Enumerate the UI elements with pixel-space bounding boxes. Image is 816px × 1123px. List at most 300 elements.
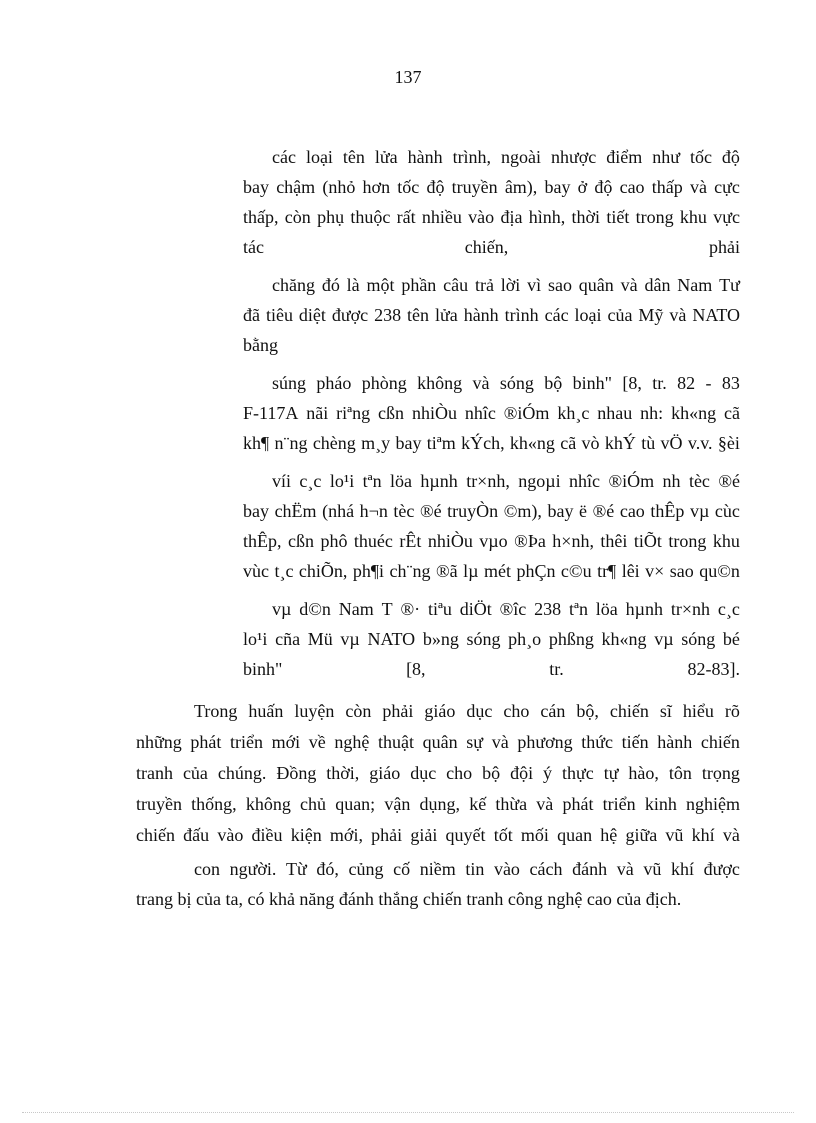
word: vực (713, 207, 740, 227)
word: vµ (689, 501, 710, 521)
word: tiến (621, 732, 649, 752)
word: tªn (362, 471, 382, 491)
word: binh" (572, 373, 613, 393)
quote-line: bằng (243, 335, 278, 355)
body-line (136, 824, 740, 846)
word: nghệ (334, 732, 370, 752)
quote-line (243, 402, 740, 424)
word: lo¹i (243, 629, 268, 649)
word: phải (371, 825, 403, 845)
word: thời, (326, 763, 360, 783)
word: ngoài (501, 147, 542, 167)
word: thuéc (353, 531, 393, 551)
word: cách (529, 859, 563, 879)
word: kế (469, 794, 487, 814)
word: NATO (692, 305, 740, 325)
word: bé (722, 629, 740, 649)
word: nhîc (569, 471, 601, 491)
word: địa (500, 207, 523, 227)
word: thấp, (243, 207, 279, 227)
word: Tư (719, 275, 740, 295)
word: c©u (560, 561, 592, 581)
word: chèng (312, 433, 356, 453)
word: như (652, 147, 680, 167)
quote-line (243, 206, 740, 228)
quote-line (243, 628, 740, 650)
word: độ (426, 177, 445, 197)
word: 82-83]. (687, 659, 740, 679)
word: phát (562, 794, 594, 814)
word: hiểu (682, 701, 714, 721)
word: 82 (677, 373, 696, 393)
word: 83 (721, 373, 740, 393)
word: nhiÒu (411, 403, 457, 423)
body-line (194, 700, 740, 722)
word: truyÒn (447, 501, 499, 521)
word: phải (382, 701, 414, 721)
word: trình, (452, 147, 492, 167)
word: đó (321, 275, 340, 295)
word: ®Þa (514, 531, 546, 551)
word: rất (396, 207, 416, 227)
word: phải (709, 237, 740, 257)
word: đó, (316, 859, 339, 879)
word: vì (527, 275, 542, 295)
word: nhiÒu (427, 531, 473, 551)
word: giữa (625, 825, 658, 845)
word: thực (562, 763, 594, 783)
quote-line (243, 176, 740, 198)
word: lêi (621, 561, 640, 581)
word: Nam (338, 599, 374, 619)
word: khí (670, 859, 694, 879)
word: không (417, 373, 463, 393)
word: tên (342, 147, 365, 167)
word: phô (320, 531, 348, 551)
word: m¸y (361, 433, 391, 453)
word: của (607, 305, 633, 325)
word: triển (230, 732, 264, 752)
word: §èi (717, 433, 740, 453)
word: ngoµi (518, 471, 561, 491)
word: và (491, 732, 509, 752)
word: lo¹i (329, 471, 355, 491)
word: nghiệm (686, 794, 740, 814)
word: sóng (466, 629, 501, 649)
word: giải (410, 825, 438, 845)
word: h¬n (359, 501, 388, 521)
body-line: trang bị của ta, có khả năng đánh thắng chiến tranh công nghệ cao của địch. (136, 889, 682, 909)
quote-line (272, 470, 740, 492)
word: trong (635, 207, 674, 227)
word: câu (443, 275, 469, 295)
word: tên (407, 305, 430, 325)
word: binh" (243, 659, 283, 679)
word: tiªu (427, 599, 452, 619)
word: cực (714, 177, 740, 197)
word: ®· (400, 599, 421, 619)
word: pháo (316, 373, 352, 393)
word: tiết (606, 207, 630, 227)
word: cã (723, 403, 740, 423)
word: NATO (367, 629, 416, 649)
word: lửa (434, 305, 458, 325)
word: loại (574, 305, 602, 325)
word: n¨ng (274, 433, 308, 453)
word: chiến (700, 732, 740, 752)
word: hµnh (625, 599, 664, 619)
word: kÝch, (461, 433, 505, 453)
quote-line (243, 500, 740, 522)
word: kh¸c (557, 403, 590, 423)
body-line (136, 762, 740, 784)
word: vào (493, 859, 520, 879)
word: truyền (136, 794, 182, 814)
word: đánh (572, 859, 608, 879)
word: con (194, 859, 220, 879)
word: hành (657, 732, 693, 752)
word: tiÕt (633, 531, 662, 551)
word: khÝ (604, 433, 636, 453)
body-line (194, 858, 740, 880)
word: bộ (482, 763, 501, 783)
word: huấn (248, 701, 284, 721)
word: ph¶i (352, 561, 385, 581)
word: chiến, (464, 237, 509, 257)
word: tù (641, 433, 656, 453)
word: tr¶ (597, 561, 617, 581)
word: ở (577, 177, 588, 197)
word: súng (272, 373, 307, 393)
word: quan; (335, 794, 376, 814)
quote-line (272, 146, 740, 168)
word: một (366, 275, 395, 295)
word: âm), (504, 177, 538, 197)
word: được (703, 859, 740, 879)
word: thêi (600, 531, 628, 551)
word: độ (594, 177, 613, 197)
word: dân (644, 275, 671, 295)
word: và (722, 825, 740, 845)
word: bộ, (576, 701, 599, 721)
word: bay (243, 177, 269, 197)
word: loại (305, 147, 333, 167)
word: (nhá (322, 501, 355, 521)
word: b»ng (422, 629, 459, 649)
word: và (669, 305, 687, 325)
page-bottom-divider (22, 1112, 794, 1113)
word: vÖ (660, 433, 683, 453)
word: điểm (606, 147, 643, 167)
word: của (182, 763, 208, 783)
word: cán (540, 701, 566, 721)
word: bay (547, 501, 574, 521)
quote-line (243, 432, 740, 454)
word: và (472, 373, 490, 393)
word: [8, (622, 373, 642, 393)
word: phÇn (516, 561, 556, 581)
word: tôn (668, 763, 692, 783)
word: sóng (681, 629, 716, 649)
word: về (308, 732, 326, 752)
word: vận (384, 794, 411, 814)
word: lời (500, 275, 521, 295)
word: hào, (628, 763, 659, 783)
word: vũ (643, 859, 662, 879)
word: còn (284, 207, 311, 227)
word: mới, (329, 825, 363, 845)
word: và (616, 859, 634, 879)
word: thấp (651, 177, 683, 197)
quote-line (272, 372, 740, 394)
word: trọng (701, 763, 740, 783)
word: ®iÓm (608, 471, 655, 491)
word: Mỹ (638, 305, 664, 325)
word: bay (544, 177, 571, 197)
word: triển (602, 794, 636, 814)
word: quân (422, 732, 458, 752)
word: t¸c (274, 561, 294, 581)
word: đấu (183, 825, 210, 845)
word: tác (243, 237, 264, 257)
word: ch¨ng (389, 561, 431, 581)
word: luyện (294, 701, 335, 721)
word: lửa (374, 147, 398, 167)
word: tèc (688, 471, 710, 491)
word: giáo (369, 763, 401, 783)
word: tự (603, 763, 619, 783)
word: ©m), (503, 501, 542, 521)
word: nhîc (464, 403, 496, 423)
quote-line (243, 304, 740, 326)
word: bộ (544, 373, 563, 393)
word: qu©n (699, 561, 740, 581)
word: được (331, 305, 369, 325)
word: và (536, 794, 554, 814)
word: tranh (136, 763, 173, 783)
word: vũ (665, 825, 684, 845)
word: chËm (274, 501, 317, 521)
word: Từ (286, 859, 307, 879)
word: sự (466, 732, 484, 752)
word: phòng (361, 373, 407, 393)
word: sóng (499, 373, 534, 393)
word: đã (243, 305, 260, 325)
word: - (705, 373, 712, 393)
word: sao (547, 275, 572, 295)
word: các (544, 305, 569, 325)
word: mét (483, 561, 511, 581)
word: cßn (378, 403, 405, 423)
word: bay (395, 433, 422, 453)
word: 238 (534, 599, 562, 619)
word: F-117A (243, 403, 299, 423)
word: tr×nh, (466, 471, 510, 491)
word: cùc (714, 501, 740, 521)
word: phần (401, 275, 437, 295)
quote-line (243, 658, 740, 680)
word: phương (517, 732, 573, 752)
word: cao (619, 177, 645, 197)
word: nhiều (421, 207, 462, 227)
word: tiêu (265, 305, 293, 325)
word: thuật (378, 732, 415, 752)
word: thống, (191, 794, 237, 814)
word: ®é (718, 471, 740, 491)
word: v.v. (687, 433, 713, 453)
word: v× (645, 561, 665, 581)
word: tin (465, 859, 485, 879)
word: tiªm (426, 433, 456, 453)
word: kiện (290, 825, 322, 845)
word: chậm (276, 177, 316, 197)
word: ®ã (435, 561, 458, 581)
word: löa (595, 599, 618, 619)
word: ë (579, 501, 588, 521)
word: vào (217, 825, 244, 845)
word: giáo (424, 701, 456, 721)
word: kh«ng (509, 433, 555, 453)
word: thÊp (650, 501, 685, 521)
word: cho (503, 701, 530, 721)
word: và (689, 177, 707, 197)
word: T (381, 599, 393, 619)
word: nh (662, 471, 681, 491)
word: chủ (300, 794, 327, 814)
word: ®iÓm (503, 403, 550, 423)
word: rõ (724, 701, 740, 721)
word: tr. (549, 659, 564, 679)
word: nhau (597, 403, 633, 423)
word: đội (510, 763, 534, 783)
word: ®é (419, 501, 442, 521)
word: tốt (493, 825, 513, 845)
word: kinh (644, 794, 677, 814)
word: hành (463, 305, 499, 325)
word: víi (272, 471, 292, 491)
word: mới (271, 732, 301, 752)
word: tốc (689, 147, 712, 167)
word: hệ (600, 825, 618, 845)
body-line (136, 793, 740, 815)
word: phßng (548, 629, 594, 649)
word: ®îc (499, 599, 527, 619)
word: cho (446, 763, 473, 783)
word: chiến (609, 701, 649, 721)
word: vµ (272, 599, 292, 619)
word: riªng (336, 403, 371, 423)
word: chăng (272, 275, 315, 295)
word: Nam (677, 275, 713, 295)
word: ph¸o (508, 629, 542, 649)
word: vµo (479, 531, 508, 551)
word: sĩ (659, 701, 672, 721)
word: ý (543, 763, 553, 783)
word: kh«ng (601, 629, 647, 649)
word: chiÕn, (298, 561, 348, 581)
word: nãi (306, 403, 329, 423)
word: không (245, 794, 291, 814)
word: còn (345, 701, 372, 721)
word: trả (474, 275, 494, 295)
word: và (620, 275, 638, 295)
word: lµ (463, 561, 479, 581)
word: kh¶ (243, 433, 270, 453)
word: khí (691, 825, 715, 845)
word: kh«ng (671, 403, 717, 423)
word: tốc (397, 177, 420, 197)
word: 238 (374, 305, 402, 325)
word: cao (619, 501, 645, 521)
word: diÖt (459, 599, 492, 619)
word: d©n (299, 599, 331, 619)
word: vò (581, 433, 600, 453)
word: bay (243, 501, 269, 521)
body-line (136, 731, 740, 753)
word: quan (557, 825, 593, 845)
word: tr. (652, 373, 667, 393)
word: quyết (445, 825, 486, 845)
word: vào (468, 207, 495, 227)
word: dụng, (419, 794, 461, 814)
word: Trong (194, 701, 238, 721)
word: thuộc (350, 207, 391, 227)
word: người. (229, 859, 277, 879)
word: thức (581, 732, 613, 752)
word: sao (669, 561, 694, 581)
word: thừa (495, 794, 528, 814)
word: niềm (419, 859, 456, 879)
word: dục (466, 701, 493, 721)
word: (nhỏ (322, 177, 356, 197)
word: những (136, 732, 182, 752)
word: các (272, 147, 296, 167)
word: cßn (287, 531, 314, 551)
quote-line (272, 598, 740, 620)
word: Mü (307, 629, 333, 649)
word: cố (393, 859, 411, 879)
word: nhược (551, 147, 597, 167)
word: tªn (568, 599, 588, 619)
word: trình (504, 305, 539, 325)
word: trong (668, 531, 707, 551)
word: tr×nh (670, 599, 711, 619)
word: phát (190, 732, 222, 752)
word: ®é (592, 501, 615, 521)
word: khu (712, 531, 740, 551)
word: độ (721, 147, 740, 167)
word: vùc (243, 561, 269, 581)
word: dục (410, 763, 437, 783)
quote-line (243, 560, 740, 582)
word: nh: (640, 403, 664, 423)
quote-line (243, 530, 740, 552)
word: h×nh, (552, 531, 594, 551)
word: khu (679, 207, 707, 227)
word: Đồng (276, 763, 317, 783)
word: thời (571, 207, 601, 227)
page-number: 137 (394, 67, 422, 87)
word: phụ (317, 207, 345, 227)
word: vµ (654, 629, 674, 649)
word: c¸c (299, 471, 322, 491)
quote-line (272, 274, 740, 296)
word: cã (560, 433, 577, 453)
word: là (346, 275, 360, 295)
word: vµ (340, 629, 360, 649)
word: hình, (528, 207, 566, 227)
word: điều (251, 825, 283, 845)
